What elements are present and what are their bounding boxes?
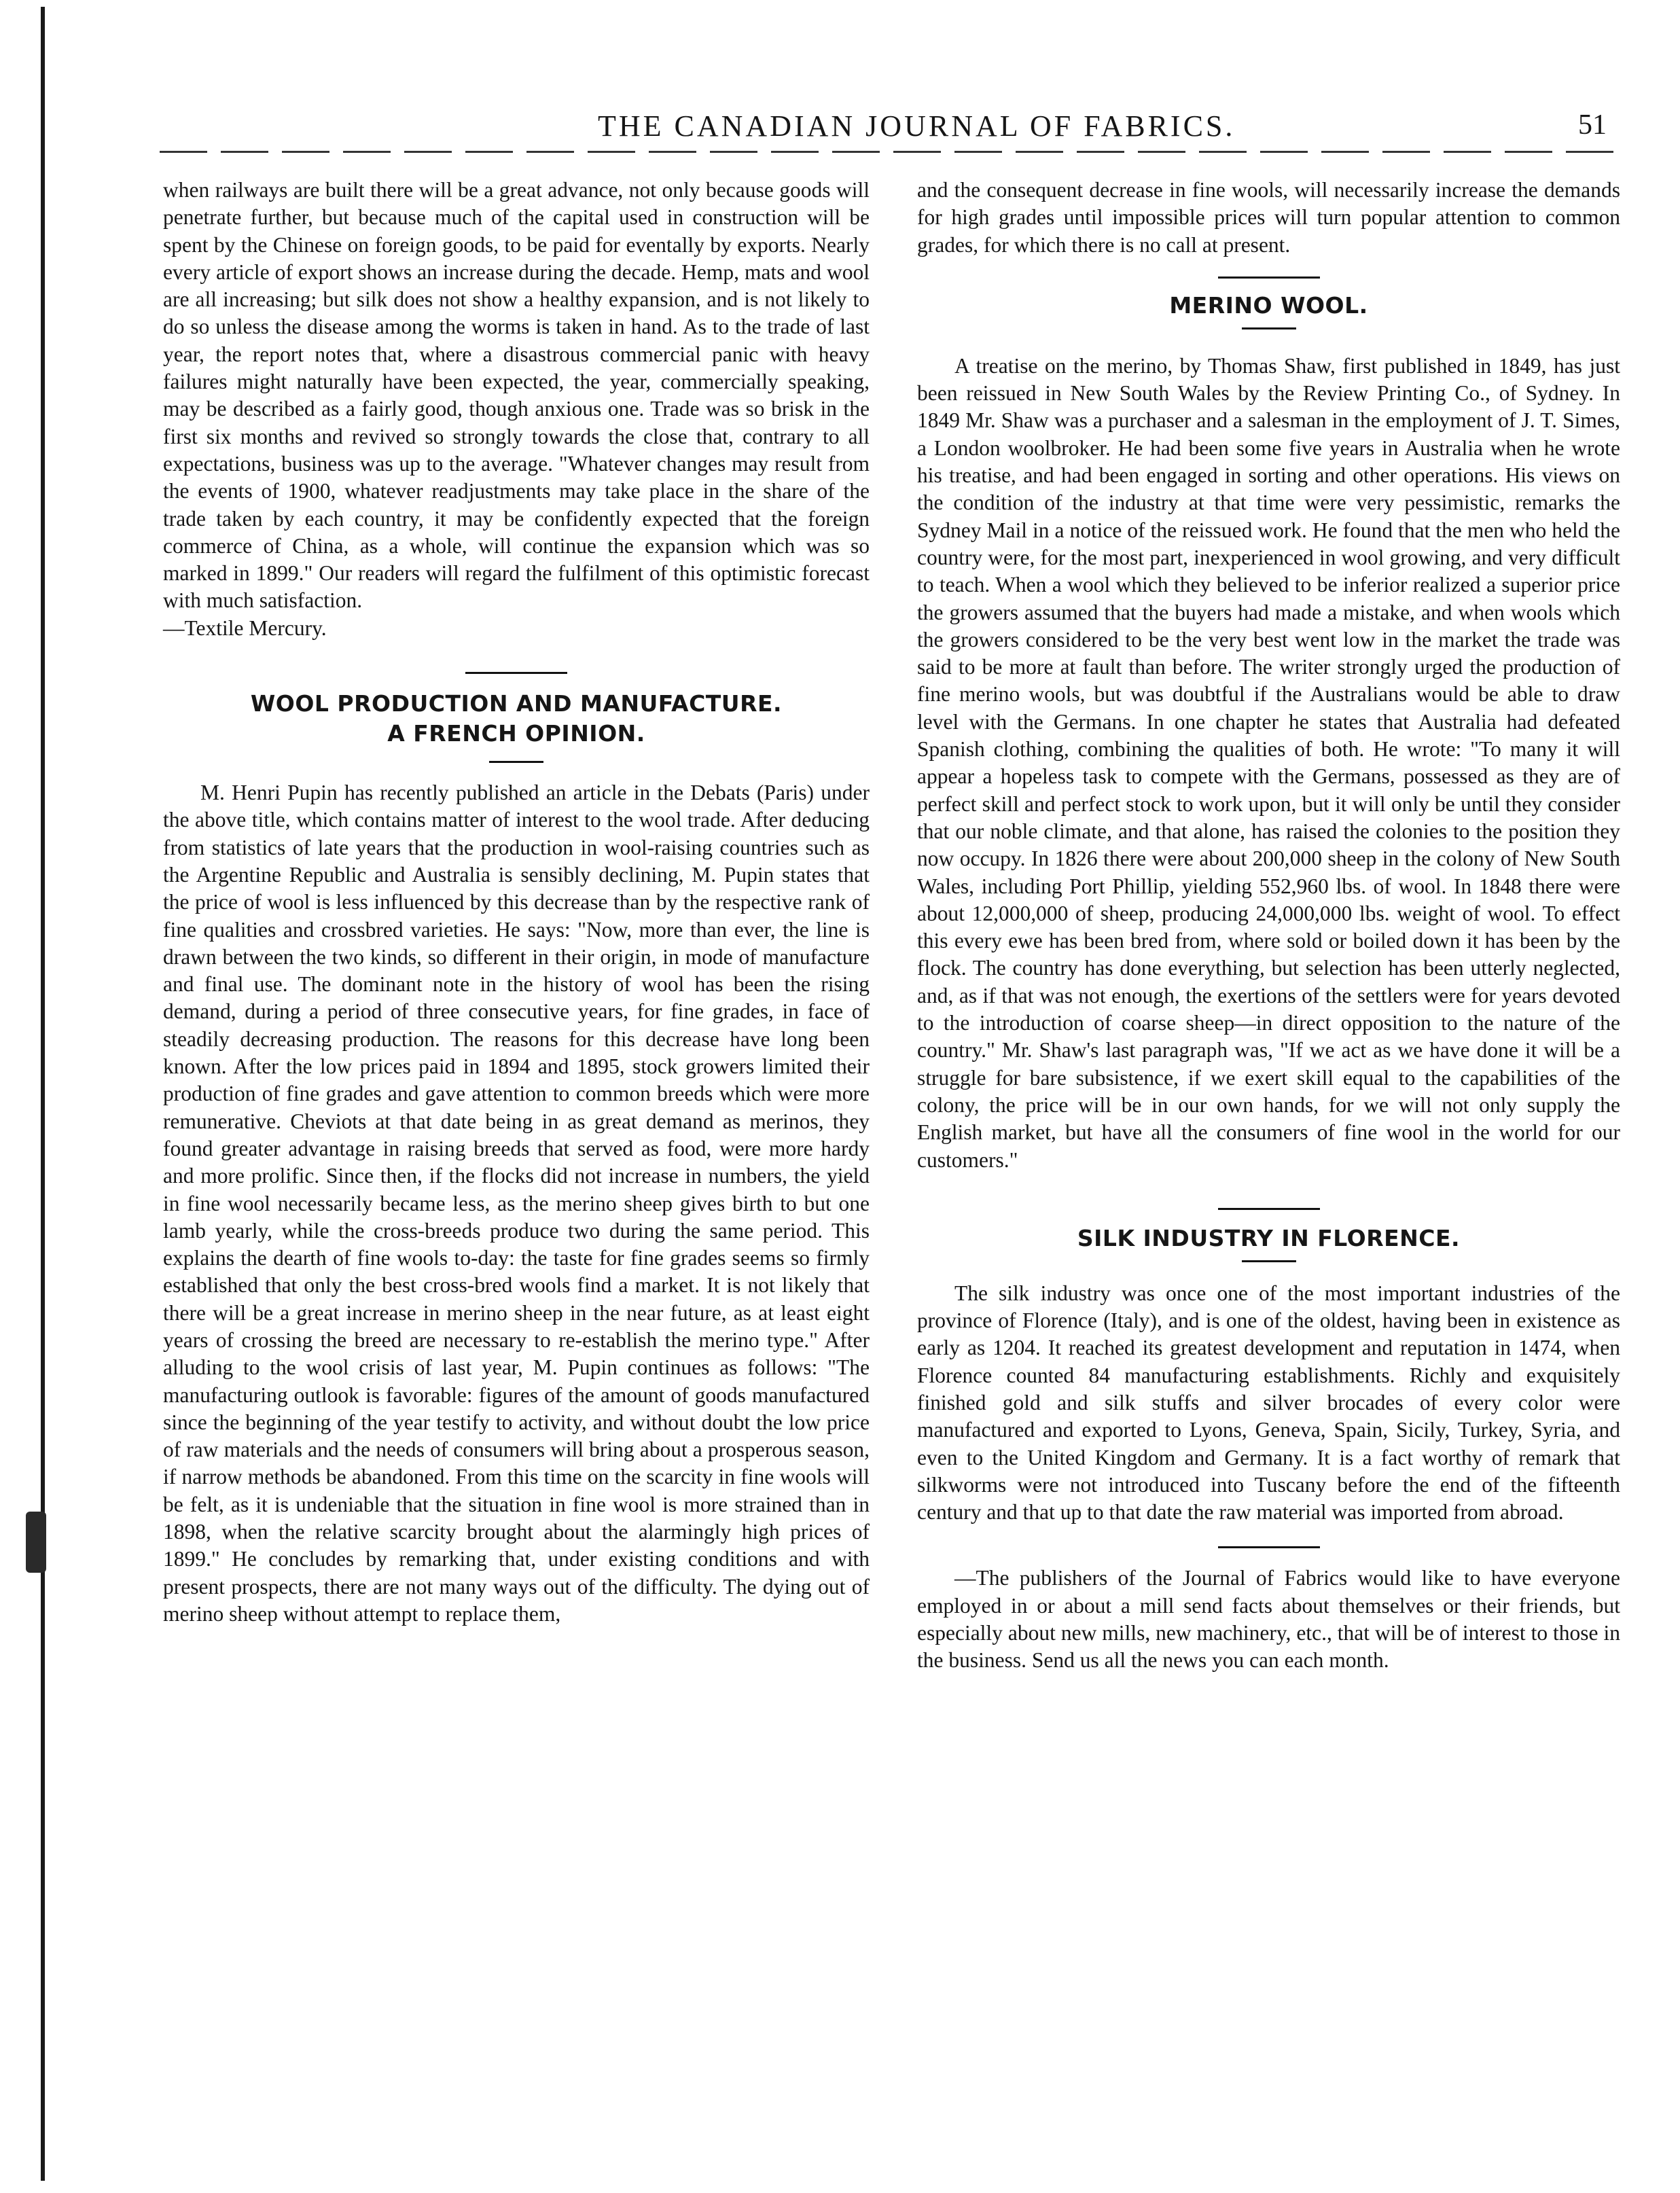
- header-rule: [160, 151, 1613, 153]
- silk-body: The silk industry was once one of the most important industries of the province of Florence (Italy), and is one of the oldest, having been in existence as early as 1204. It reached its greatest development and reputation in 1474, when Florence counted 84 manufacturing establishments. Richly and exquisitely finished gold and silk stuffs and silver brocades of every color were manufactured and exported to Lyons, Geneva, Spain, Sicily, Turkey, Syria, and even to the United Kingdom and Germany. It is a fact worthy of remark that silkworms were not introduced into Tuscany before the end of the fifteenth century and that up to that date the raw material was imported from abroad.: [917, 1281, 1620, 1525]
- binding-mark: [26, 1512, 46, 1573]
- article-subtitle: A FRENCH OPINION.: [387, 720, 645, 747]
- journal-title: THE CANADIAN JOURNAL OF FABRICS.: [598, 109, 1236, 143]
- continued-paragraph: when railways are built there will be a great advance, not only because goods will penetrate further, but because much of the capital used in construction will be spent by the Chinese on foreign goods, to be paid for eventally by exports. Nearly every article of export shows an increase during the decade. Hemp, mats and wool are all increasing; but silk does not show a healthy expansion, and is not likely to do so unless the disease among the worms is taken in hand. As to the trade of last year, the report notes that, where a disastrous commercial panic with heavy failures might naturally have been expected, the year, commercially speaking, may be described as a fairly good, though anxious one. Trade was so brisk in the first six months and revived so strongly towards the close that, contrary to all expectations, business was up to the average. "Whatever changes may result from the events of 1900, whatever readjustments may take place in the share of the trade taken by each country, it may be confidently expected that the foreign commerce of China, as a whole, will continue the expansion which was so marked in 1899." Our readers will regard the fulfilment of this optimistic forecast with much satisfaction.: [163, 178, 870, 613]
- right-column: [917, 177, 1620, 1675]
- continued-paragraph-right: and the consequent decrease in fine wools, will necessarily increase the demands for high grades until impossible prices will turn popular attention to common grades, for which there is no call at present.: [917, 178, 1620, 257]
- merino-body: A treatise on the merino, by Thomas Shaw, first published in 1849, has just been reissued in New South Wales by the Review Printing Co., of Sydney. In 1849 Mr. Shaw was a purchaser and a salesman in the employment of J. T. Simes, a London woolbroker. He had been some five years in Australia when he wrote his treatise, and had been engaged in sorting and other operations. His views on the condition of the industry at that time were very pessimistic, remarks the Sydney Mail in a notice of the reissued work. He found that the men who held the country were, for the most part, inexperienced in wool growing, and very difficult to teach. When a wool which they believed to be inferior realized a superior price the growers assumed that the buyers had made a mistake, and when wools which the growers considered to be the very best went low in the market the trade was said to be more at fault than before. The writer strongly urged the production of fine merino wools, but was doubtful if the Australians would be able to draw level with the Germans. In one chapter he states that Australia had defeated Spanish clothing, combining the qualities of both. He wrote: "To many it will appear a hopeless task to compete with the Germans, possessed as they are of perfect skill and perfect stock to work upon, but it will only be until they consider that our noble climate, and that alone, has raised the colonies to the position they now occupy. In 1826 there were about 200,000 sheep in the colony of New South Wales, including Port Phillip, yielding 552,960 lbs. of wool. In 1848 there were about 12,000,000 of sheep, producing 24,000,000 lbs. weight of wool. To effect this every ewe has been bred from, where sold or boiled down it has been by the flock. The country has done everything, but selection has been utterly neglected, and, as if that was not enough, the exertions of the settlers were for years devoted to the introduction of coarse sheep—in direct opposition to the nature of the country." Mr. Shaw's last paragraph was, "If we act as we have done it will be a struggle for bare subsistence, if we exert skill equal to the capabilities of the colony, the price will be in our own hands, for we will not only supply the English market, but have all the consumers of fine wool in the world for our customers.": [917, 353, 1620, 1172]
- page-header: [153, 102, 1617, 156]
- silk-title: SILK INDUSTRY IN FLORENCE.: [1077, 1224, 1461, 1251]
- left-column: [163, 177, 870, 1628]
- article-title: WOOL PRODUCTION AND MANUFACTURE.: [250, 690, 783, 717]
- page-number: 51: [1578, 109, 1607, 141]
- article-body: M. Henri Pupin has recently published an article in the Debats (Paris) under the above title, which contains matter of interest to the wool trade. After deducing from statistics of late years that the production in wool-raising countries such as the Argentine Republic and Australia is sensibly declining, M. Pupin states that the price of wool is less influenced by this decrease than by the respective rank of fine qualities and crossbred varieties. He says: "Now, more than ever, the line is drawn between the two kinds, so different in their origin, in mode of manufacture and final use. The dominant note in the history of wool has been the rising demand, during a period of three consecutive years, for fine grades, in face of steadily decreasing production. The reasons for this decrease have long been known. After the low prices paid in 1894 and 1895, stock growers limited their production of fine grades and gave attention to common breeds which were more remunerative. Cheviots at that date being in as great demand as merinos, they found greater advantage in raising breeds that served as food, were more hardy and more prolific. Since then, if the flocks did not increase in numbers, the yield in fine wool necessarily became less, as the merino sheep gives birth to but one lamb yearly, while the cross-breeds produce two during the same period. This explains the dearth of fine wools to-day: the taste for fine grades seems so firmly established that only the best cross-bred wools find a market. It is not likely that there will be a great increase in merino sheep in the near future, as at least eight years of crossing the breed are necessary to re-establish the merino type." After alluding to the wool crisis of last year, M. Pupin continues as follows: "The manufacturing outlook is favorable: figures of the amount of goods manufactured since the beginning of the year testify to activity, and without doubt the low price of raw materials and the needs of consumers will bring about a prosperous season, if narrow methods be abandoned. From this time on the scarcity in fine wools will be felt, as it is undeniable that the situation in fine wool is more strained than in 1898, when the relative scarcity brought about the alarmingly high prices of 1899." He concludes by remarking that, under existing conditions and with present prospects, there are not many ways out of the difficulty. The dying out of merino sheep without attempt to replace them,: [163, 781, 870, 1626]
- merino-title: MERINO WOOL.: [1169, 291, 1368, 319]
- publisher-notice: —The publishers of the Journal of Fabrics would like to have everyone employed in or about a mill send facts about themselves or their friends, but especially about new mills, new machinery, etc., that will be of interest to those in the business. Send us all the news you can each month.: [917, 1566, 1620, 1673]
- binding-edge: [41, 7, 45, 2181]
- article-credit: —Textile Mercury.: [163, 616, 327, 640]
